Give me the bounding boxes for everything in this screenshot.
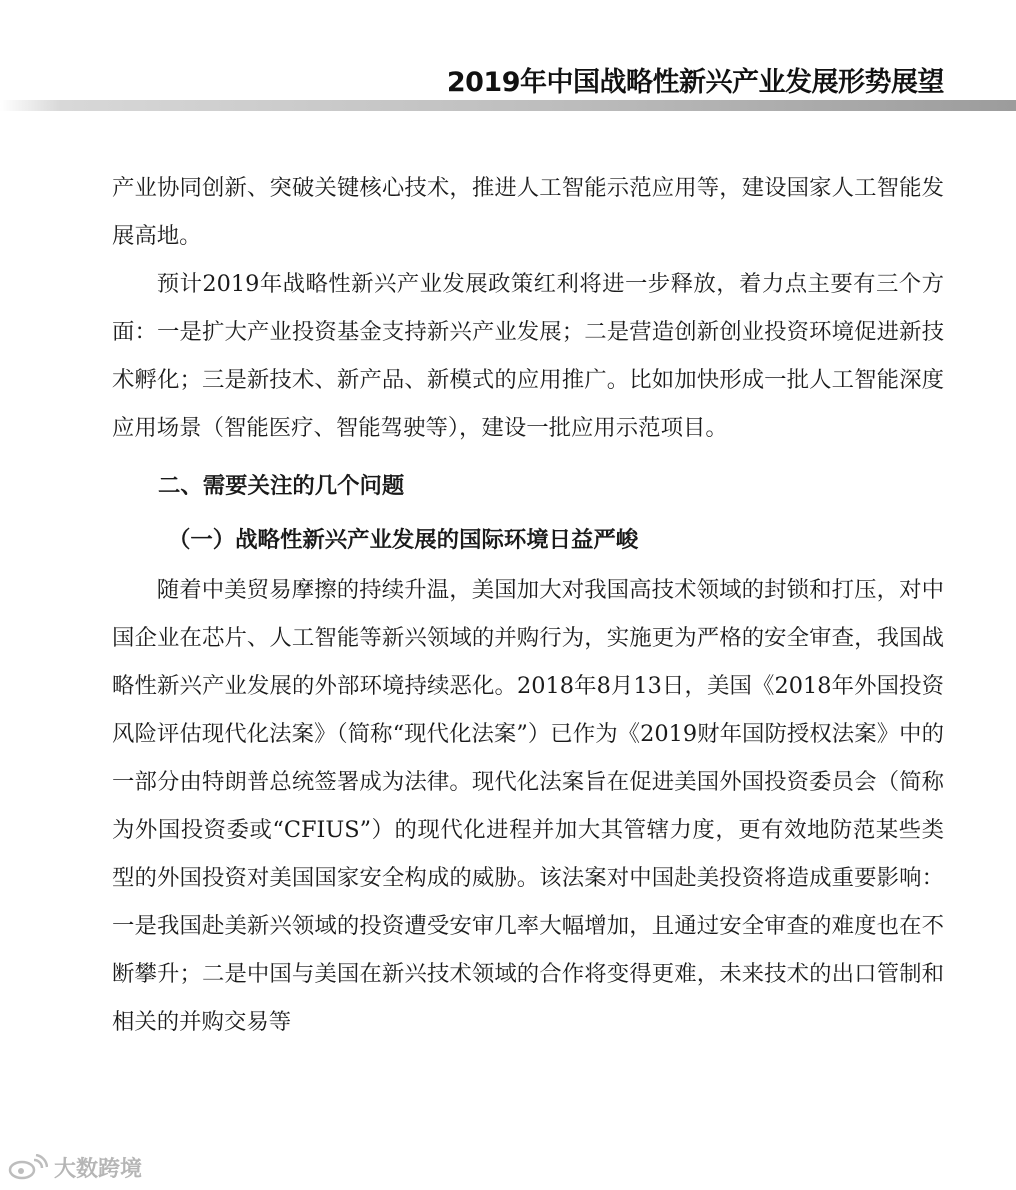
paragraph-policy-outlook: 预计2019年战略性新兴产业发展政策红利将进一步释放，着力点主要有三个方面：一是扩大产业投资基金支持新兴产业发展；二是营造创新创业投资环境促进新技术孵化；三是新技术、新产品、新模式的应用推广。比如加快形成一批人工智能深度应用场景（智能医疗、智能驾驶等），建设一批应用示范项目。 <box>112 271 944 441</box>
paragraph-international-environment: 随着中美贸易摩擦的持续升温，美国加大对我国高技术领域的封锁和打压，对中国企业在芯片、人工智能等新兴领域的并购行为，实施更为严格的安全审查，我国战略性新兴产业发展的外部环境持续恶化。2018年8月13日，美国《2018年外国投资风险评估现代化法案》（简称“现代化法案”）已作为《2019财年国防授权法案》中的一部分由特朗普总统签署成为法律。现代化法案旨在促进美国外国投资委员会（简称为外国投资委或“CFIUS”）的现代化进程并加大其管辖力度，更有效地防范某些类型的外国投资对美国国家安全构成的威胁。该法案对中国赴美投资将造成重要影响：一是我国赴美新兴领域的投资遭受安审几率大幅增加，且通过安全审查的难度也在不断攀升；二是中国与美国在新兴技术领域的合作将变得更难，未来技术的出口管制和相关的并购交易等 <box>112 577 944 1035</box>
header-divider <box>0 100 1016 111</box>
watermark-text: 大数跨境 <box>54 1156 143 1182</box>
section-heading: 二、需要关注的几个问题 <box>158 473 405 499</box>
page-header-title: 2019年中国战略性新兴产业发展形势展望 <box>446 67 944 98</box>
document-body <box>112 164 944 1046</box>
paragraph-continuation: 产业协同创新、突破关键核心技术，推进人工智能示范应用等，建设国家人工智能发展高地。 <box>112 175 944 249</box>
watermark <box>8 1150 142 1184</box>
subsection-heading: （一）战略性新兴产业发展的国际环境日益严峻 <box>168 527 639 553</box>
weibo-logo-icon <box>8 1154 48 1180</box>
